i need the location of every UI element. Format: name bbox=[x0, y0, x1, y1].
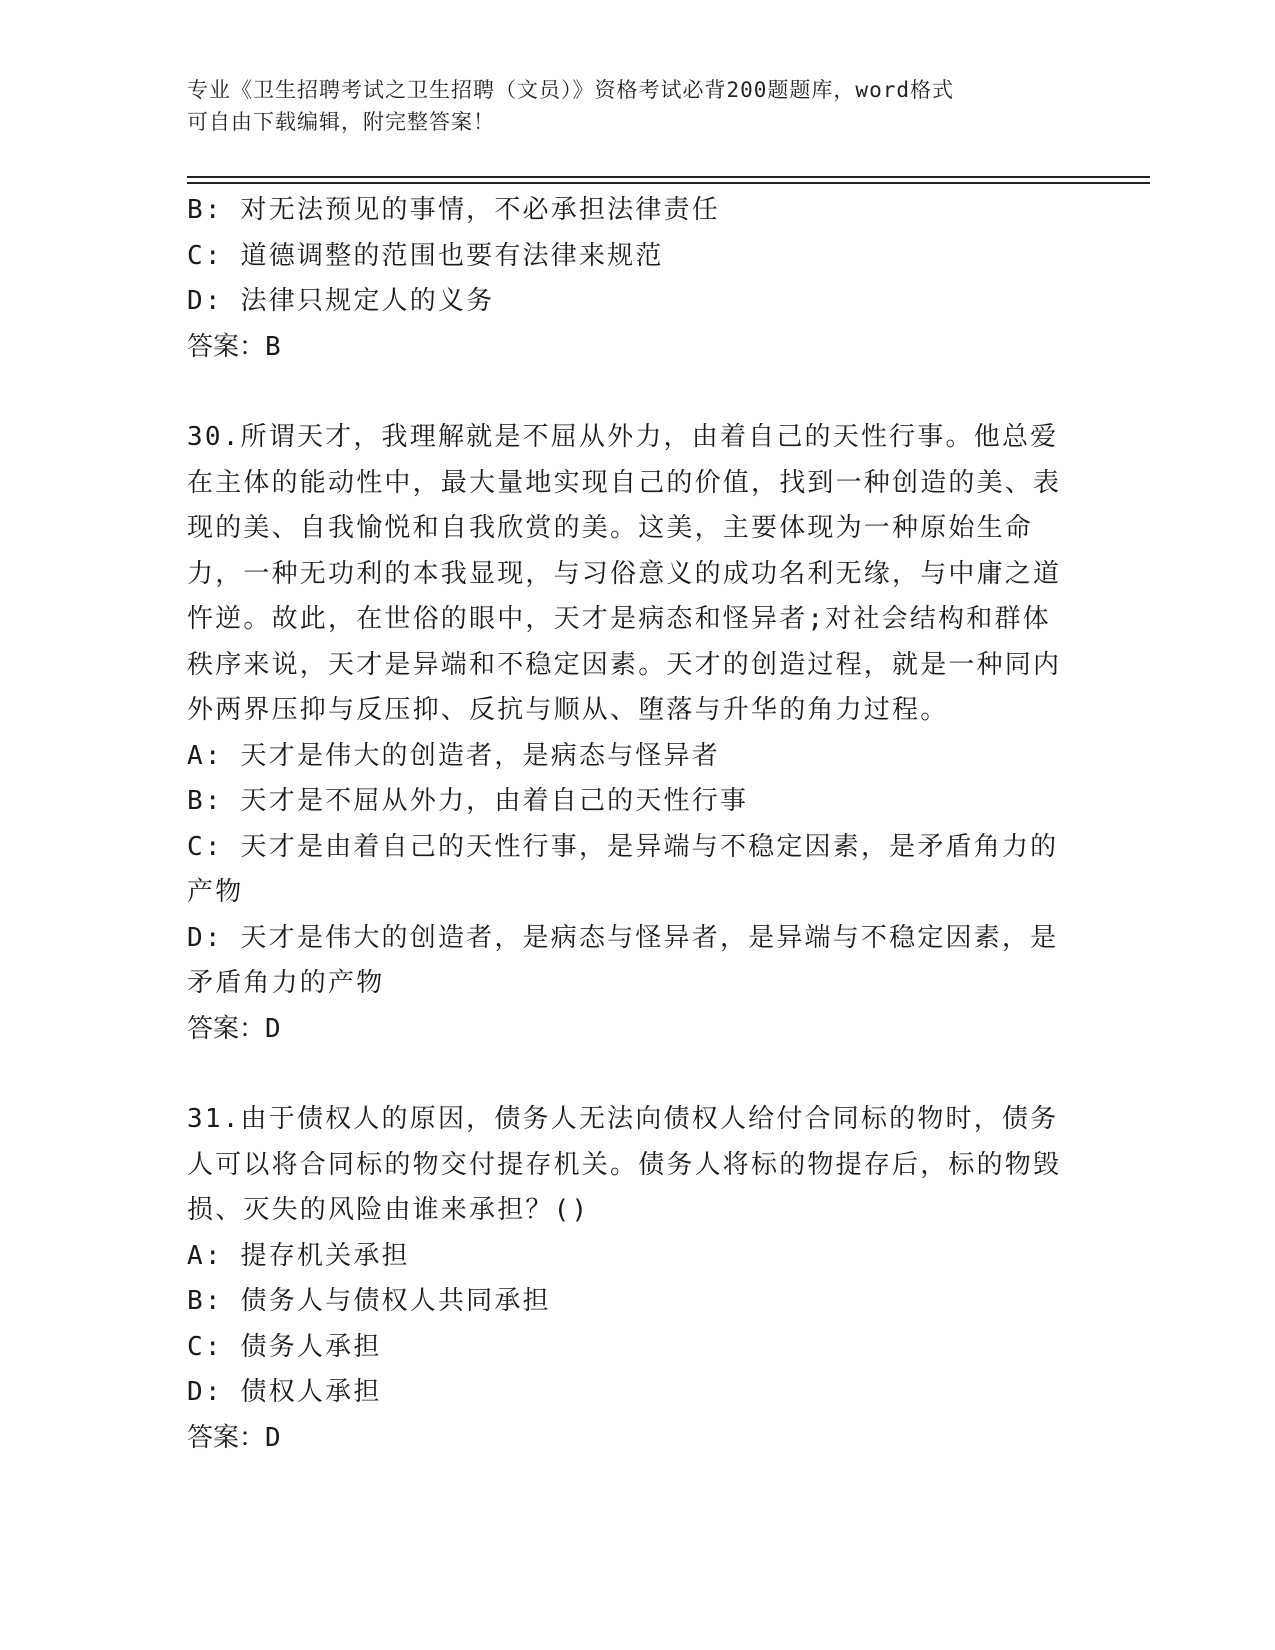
header-divider-bottom bbox=[187, 182, 1150, 184]
option-b: B: 债务人与债权人共同承担 bbox=[187, 1286, 551, 1316]
header-line-1: 专业《卫生招聘考试之卫生招聘（文员）》资格考试必背200题题库，word格式 bbox=[187, 78, 954, 102]
header-line-2: 可自由下载编辑，附完整答案！ bbox=[187, 110, 495, 134]
question-stem: 31.由于债权人的原因，债务人无法向债权人给付合同标的物时，债务人可以将合同标的物交付提存机关。债务人将标的物提存后，标的物毁损、灭失的风险由谁来承担？() bbox=[187, 1104, 1062, 1225]
option-d: D: 天才是伟大的创造者，是病态与怪异者，是异端与不稳定因素，是矛盾角力的产物 bbox=[187, 922, 1059, 998]
question-stem: 30.所谓天才，我理解就是不屈从外力，由着自己的天性行事。他总爱在主体的能动性中，最大量地实现自己的价值，找到一种创造的美、表现的美、自我愉悦和自我欣赏的美。这美，主要体现为一种原始生命力，一种无功利的本我显现，与习俗意义的成功名利无缘，与中庸之道忤逆。故此，在世俗的眼中，天才是病态和怪异者;对社会结构和群体秩序来说，天才是异端和不稳定因素。天才的创造过程，就是一种同内外两界压抑与反压抑、反抗与顺从、堕落与升华的角力过程。 bbox=[187, 422, 1062, 725]
answer-line bbox=[187, 1007, 1067, 1053]
answer-line bbox=[187, 1416, 1067, 1462]
option-a: A: 天才是伟大的创造者，是病态与怪异者 bbox=[187, 740, 720, 771]
answer-label: 答案： bbox=[187, 1013, 266, 1044]
answer-value: B bbox=[265, 331, 283, 362]
question-30 bbox=[187, 415, 1067, 1052]
option-c: C: 债务人承担 bbox=[187, 1331, 382, 1362]
option-d: D: 债权人承担 bbox=[187, 1377, 382, 1407]
option-b: B: 天才是不屈从外力，由着自己的天性行事 bbox=[187, 786, 749, 816]
question-content bbox=[187, 188, 1067, 1461]
option-c: C: 道德调整的范围也要有法律来规范 bbox=[187, 240, 664, 271]
question-29-tail bbox=[187, 188, 1067, 370]
spacer bbox=[187, 370, 1067, 415]
question-31 bbox=[187, 1097, 1067, 1461]
header-divider-top bbox=[187, 176, 1150, 178]
answer-label: 答案： bbox=[187, 331, 266, 362]
option-b: B: 对无法预见的事情，不必承担法律责任 bbox=[187, 195, 720, 225]
option-a: A: 提存机关承担 bbox=[187, 1240, 410, 1271]
answer-value: D bbox=[265, 1013, 283, 1044]
option-c: C: 天才是由着自己的天性行事，是异端与不稳定因素，是矛盾角力的产物 bbox=[187, 831, 1059, 907]
spacer bbox=[187, 1052, 1067, 1097]
option-d: D: 法律只规定人的义务 bbox=[187, 286, 495, 316]
answer-line bbox=[187, 325, 1067, 371]
document-header bbox=[187, 74, 1067, 138]
answer-label: 答案： bbox=[187, 1422, 266, 1453]
answer-value: D bbox=[265, 1422, 283, 1453]
